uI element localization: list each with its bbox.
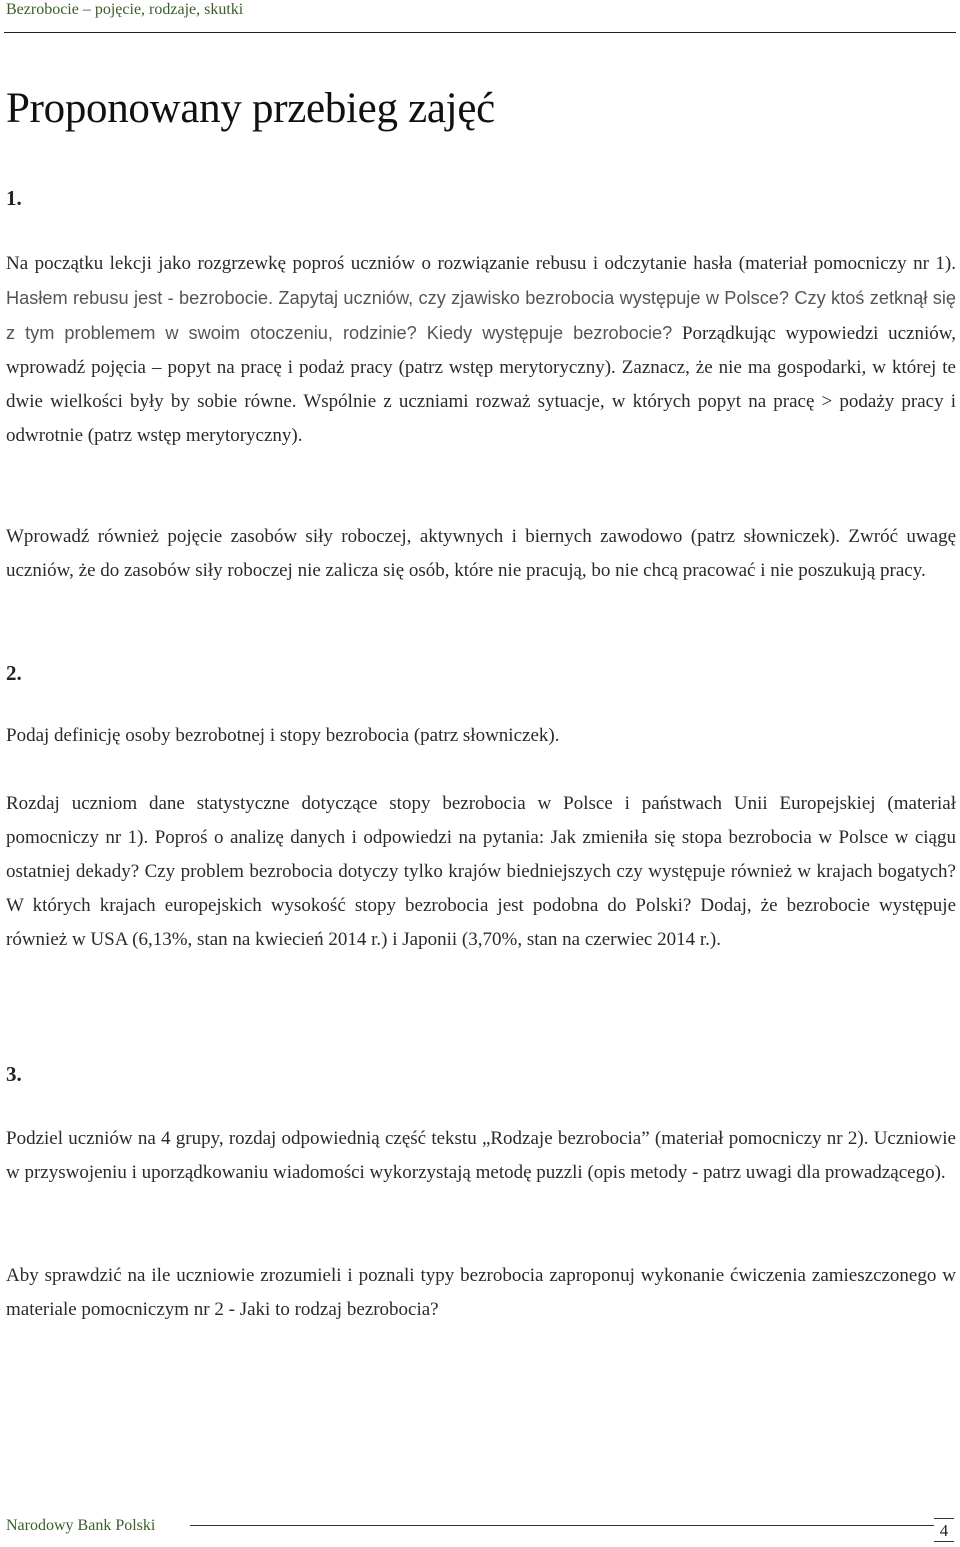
section-1-paragraph-1 <box>6 246 956 453</box>
page-footer <box>4 1514 956 1547</box>
section-1-paragraph-1-sans: Hasłem rebusu jest - bezrobocie. Zapytaj uczniów, czy zjawisko bezrobocia występuje w Polsce? Czy ktoś zetknął się z tym problemem w swoim otoczeniu, rodzinie? Kiedy występuje bezrobocie? <box>6 288 956 343</box>
footer-organization: Narodowy Bank Polski <box>6 1517 156 1534</box>
section-number-3: 3. <box>6 1062 22 1086</box>
header-title: Bezrobocie – pojęcie, rodzaje, skutki <box>6 1 244 18</box>
page-header <box>4 0 956 33</box>
section-2-paragraph-2: Rozdaj uczniom dane statystyczne dotyczące stopy bezrobocia w Polsce i państwach Unii Europejskiej (materiał pomocniczy nr 1). Poproś o analizę danych i odpowiedzi na pytania: Jak zmieniła się stopa bezrobocia w Polsce w ciągu ostatniej dekady? Czy problem bezrobocia dotyczy tylko krajów biedniejszych czy występuje również w krajach bogatych? W których krajach europejskich wysokość stopy bezrobocia jest podobna do Polski? Dodaj, że bezrobocie występuje również w USA (6,13%, stan na kwiecień 2014 r.) i Japonii (3,70%, stan na czerwiec 2014 r.). <box>6 793 956 950</box>
section-2-paragraph-1: Podaj definicję osoby bezrobotnej i stopy bezrobocia (patrz słowniczek). <box>6 725 560 746</box>
section-3-paragraph-1: Podziel uczniów na 4 grupy, rozdaj odpowiednią część tekstu „Rodzaje bezrobocia” (materiał pomocniczy nr 2). Uczniowie w przyswojeniu i uporządkowaniu wiadomości wykorzystają metodę puzzli (opis metody - patrz uwagi dla prowadzącego). <box>6 1128 956 1183</box>
section-1-paragraph-1-lead: Na początku lekcji jako rozgrzewkę poproś uczniów o rozwiązanie rebusu i odczytanie hasła (materiał pomocniczy nr 1). <box>6 253 956 274</box>
page-title: Proponowany przebieg zajęć <box>6 85 495 132</box>
section-3-paragraph-2: Aby sprawdzić na ile uczniowie zrozumieli i poznali typy bezrobocia zaproponuj wykonanie ćwiczenia zamieszczonego w materiale pomocniczym nr 2 - Jaki to rodzaj bezrobocia? <box>6 1265 956 1320</box>
section-number-1: 1. <box>6 186 22 210</box>
section-number-2: 2. <box>6 661 22 685</box>
page-number: 4 <box>934 1518 954 1542</box>
section-1-paragraph-1-rest: Porządkując wypowiedzi uczniów, wprowadź pojęcia – popyt na pracę i podaż pracy (patrz wstęp merytoryczny). Zaznacz, że nie ma gospodarki, w której te dwie wielkości były by sobie równe. Wspólnie z uczniami rozważ sytuacje, w których popyt na pracę > podaży pracy i odwrotnie (patrz wstęp merytoryczny). <box>6 323 957 446</box>
section-1-paragraph-2: Wprowadź również pojęcie zasobów siły roboczej, aktywnych i biernych zawodowo (patrz słowniczek). Zwróć uwagę uczniów, że do zasobów siły roboczej nie zalicza się osób, które nie pracują, bo nie chcą pracować i nie poszukują pracy. <box>6 526 956 581</box>
footer-divider <box>190 1525 934 1526</box>
